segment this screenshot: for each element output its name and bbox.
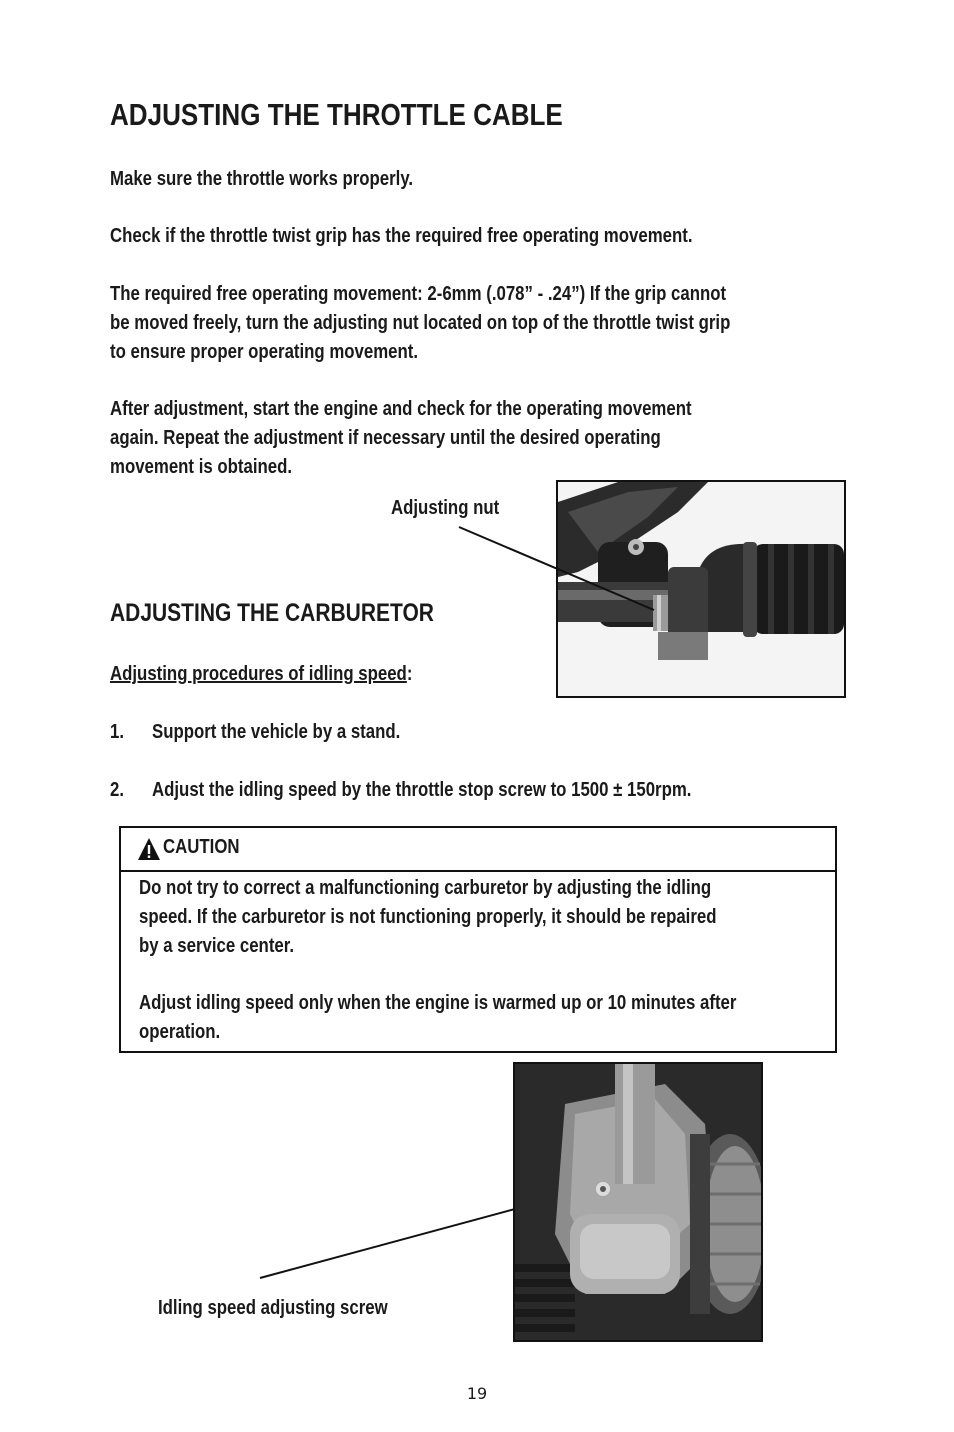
step-2-number: 2.	[110, 779, 125, 801]
text-line: by a service center.	[139, 935, 295, 957]
text-line: to ensure proper operating movement.	[110, 341, 419, 363]
adjusting-nut-label: Adjusting nut	[391, 497, 500, 519]
carburetor-illustration	[515, 1064, 761, 1340]
text-line: be moved freely, turn the adjusting nut located on top of the throttle twist grip	[110, 312, 731, 334]
caution-header	[121, 828, 835, 872]
page-number: 19	[466, 1384, 488, 1403]
page-title: ADJUSTING THE THROTTLE CABLE	[110, 97, 563, 132]
procedure-title	[110, 660, 412, 689]
section-heading-carburetor: ADJUSTING THE CARBURETOR	[110, 599, 434, 627]
text-line: again. Repeat the adjustment if necessary until the desired operating	[110, 427, 661, 449]
intro-paragraph-1: Make sure the throttle works properly.	[110, 168, 414, 190]
text-line: movement is obtained.	[110, 456, 293, 478]
step-1-number: 1.	[110, 721, 125, 743]
procedure-title-text: Adjusting procedures of idling speed	[110, 663, 407, 685]
caution-paragraph-2	[139, 989, 850, 1047]
text-line: speed. If the carburetor is not functioning properly, it should be repaired	[139, 906, 717, 928]
procedure-title-colon: :	[406, 663, 413, 685]
idling-screw-label: Idling speed adjusting screw	[158, 1297, 388, 1319]
step-1-text: Support the vehicle by a stand.	[152, 721, 401, 743]
intro-paragraph-2: Check if the throttle twist grip has the required free operating movement.	[110, 225, 693, 247]
caution-box	[119, 826, 837, 1053]
adjusting-nut-leader-line	[459, 527, 654, 610]
text-line: After adjustment, start the engine and check for the operating movement	[110, 398, 692, 420]
step-2-text: Adjust the idling speed by the throttle stop screw to 1500 ± 150rpm.	[152, 779, 692, 801]
text-line: Do not try to correct a malfunctioning carburetor by adjusting the idling	[139, 877, 712, 899]
warning-triangle-icon	[137, 837, 161, 861]
caution-label: CAUTION	[163, 836, 240, 858]
text-line: The required free operating movement: 2-6mm (.078” - .24”) If the grip cannot	[110, 283, 727, 305]
text-line: operation.	[139, 1021, 221, 1043]
text-line: Adjust idling speed only when the engine is warmed up or 10 minutes after	[139, 992, 737, 1014]
carburetor-photo	[513, 1062, 763, 1342]
caution-paragraph-1	[139, 874, 826, 961]
